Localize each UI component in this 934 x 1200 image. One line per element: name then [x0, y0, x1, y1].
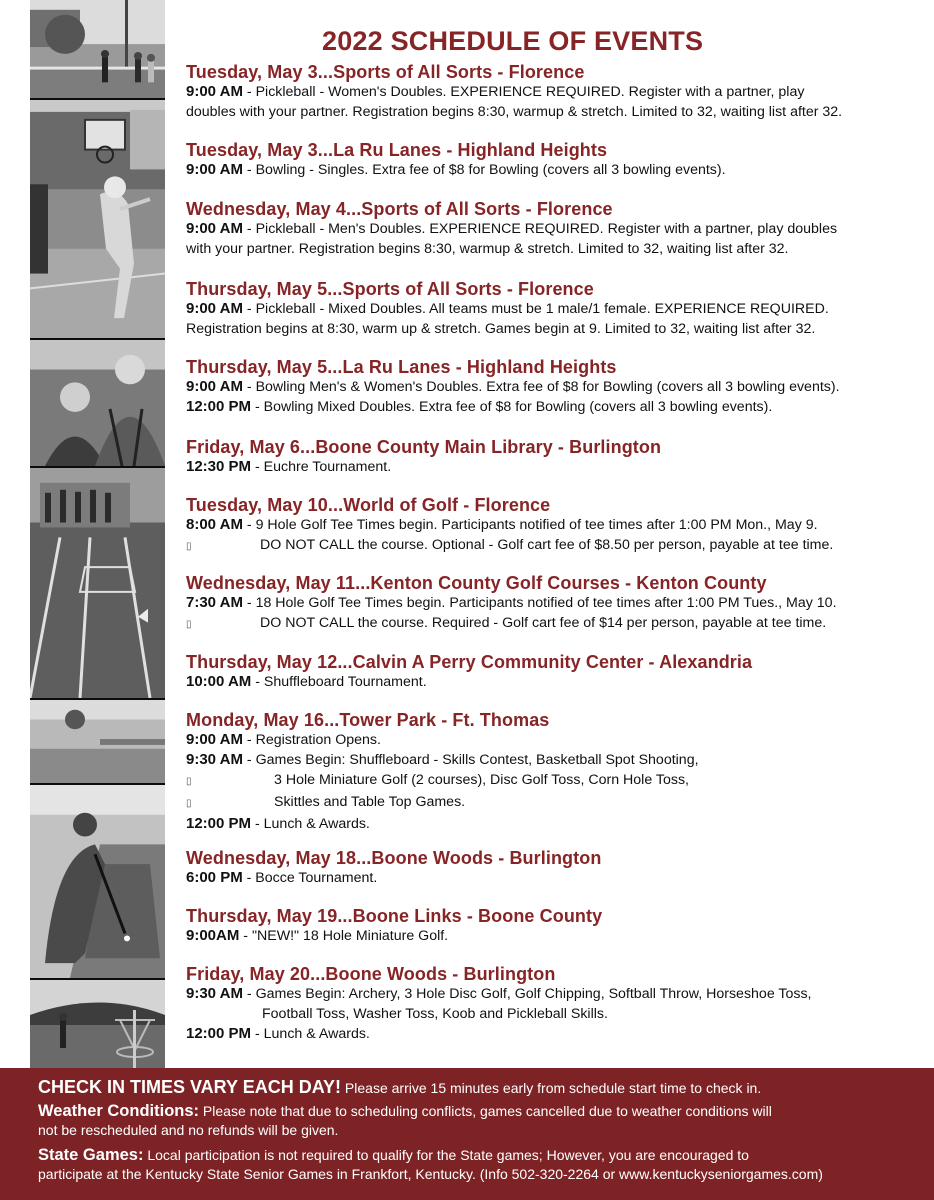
- outdoor-pickleball-photo: [30, 0, 165, 100]
- event-time: 9:00AM: [186, 927, 240, 944]
- mini-golf-photo: [30, 785, 165, 980]
- event-text: - Shuffleboard Tournament.: [251, 674, 427, 690]
- state-label: State Games:: [38, 1146, 144, 1164]
- info-footer: [0, 1068, 934, 1200]
- state-text: Local participation is not required to qualify for the State games; However, you are encouraged to: [143, 1147, 749, 1163]
- event-text: - Bowling - Singles. Extra fee of $8 for Bowling (covers all 3 bowling events).: [242, 162, 726, 178]
- event-heading: Wednesday, May 11...Kenton County Golf Courses - Kenton County: [186, 573, 767, 593]
- gym-basketball-photo: [30, 100, 165, 340]
- event-heading: Tuesday, May 10...World of Golf - Florence: [186, 495, 551, 515]
- checkin-notice: [38, 1078, 896, 1098]
- event-line: [186, 82, 931, 102]
- event-text: DO NOT CALL the course. Required - Golf cart fee of $14 per person, payable at tee time.: [260, 615, 827, 631]
- event-time: 6:00 PM: [186, 869, 243, 886]
- event-text: - Bowling Mixed Doubles. Extra fee of $8 for Bowling (covers all 3 bowling events).: [251, 399, 773, 415]
- event-line: [186, 814, 931, 834]
- event-time: 9:30 AM: [186, 985, 243, 1002]
- event-text: Skittles and Table Top Games.: [274, 794, 466, 810]
- event-text: Registration begins at 8:30, warm up & stretch. Games begin at 9. Limited to 32, waiting list after 32.: [186, 321, 816, 337]
- event-item: [186, 140, 931, 180]
- event-time: 12:00 PM: [186, 398, 252, 415]
- event-heading: Thursday, May 5...La Ru Lanes - Highland Heights: [186, 357, 617, 377]
- event-heading: Wednesday, May 4...Sports of All Sorts - Florence: [186, 199, 613, 219]
- event-time: 12:00 PM: [186, 1025, 252, 1042]
- event-item: [186, 652, 931, 692]
- event-text: DO NOT CALL the course. Optional - Golf cart fee of $8.50 per person, payable at tee time.: [260, 537, 834, 553]
- event-item: [186, 437, 931, 477]
- state-text: participate at the Kentucky State Senior Games in Frankfort, Kentucky. (Info 502-320-2264 or www.kentuckyseniorgames.com): [38, 1166, 823, 1182]
- event-text: - Pickleball - Men's Doubles. EXPERIENCE REQUIRED. Register with a partner, play doubles: [242, 221, 838, 237]
- weather-label: Weather Conditions:: [38, 1102, 200, 1120]
- event-heading: Tuesday, May 3...Sports of All Sorts - Florence: [186, 62, 585, 82]
- event-text: - Registration Opens.: [242, 732, 381, 748]
- event-item: [186, 357, 931, 417]
- event-heading: Thursday, May 12...Calvin A Perry Community Center - Alexandria: [186, 652, 753, 672]
- event-item: [186, 710, 931, 834]
- event-line: [186, 535, 931, 557]
- event-time: 9:00 AM: [186, 161, 243, 178]
- event-line: [186, 672, 931, 692]
- bullet-placeholder-icon: ▯: [186, 798, 192, 809]
- weather-text: not be rescheduled and no refunds will be given.: [38, 1122, 339, 1138]
- event-line: [186, 299, 931, 319]
- table-game-photo: [30, 700, 165, 785]
- event-time: 9:00 AM: [186, 731, 243, 748]
- weather-notice-cont: [38, 1121, 896, 1140]
- event-time: 9:30 AM: [186, 751, 243, 768]
- event-line: [186, 319, 931, 339]
- event-time: 12:30 PM: [186, 458, 252, 475]
- photo-strip: [30, 0, 165, 1068]
- event-time: 9:00 AM: [186, 220, 243, 237]
- bullet-placeholder-icon: ▯: [186, 619, 192, 630]
- event-line: [186, 613, 931, 635]
- event-line: [186, 770, 931, 792]
- event-line: [186, 160, 931, 180]
- two-women-photo: [30, 340, 165, 468]
- page-title: 2022 SCHEDULE OF EVENTS: [322, 26, 704, 56]
- event-line: [186, 984, 931, 1004]
- event-item: [186, 906, 931, 946]
- event-heading: Thursday, May 5...Sports of All Sorts - Florence: [186, 279, 594, 299]
- event-heading: Tuesday, May 3...La Ru Lanes - Highland Heights: [186, 140, 608, 160]
- event-line: [186, 377, 931, 397]
- event-text: - Games Begin: Shuffleboard - Skills Contest, Basketball Spot Shooting,: [242, 752, 699, 768]
- event-line: [186, 515, 931, 535]
- event-heading: Friday, May 20...Boone Woods - Burlington: [186, 964, 556, 984]
- event-text: - Pickleball - Mixed Doubles. All teams must be 1 male/1 female. EXPERIENCE REQUIRED.: [242, 301, 829, 317]
- bullet-placeholder-icon: ▯: [186, 776, 192, 787]
- event-heading: Thursday, May 19...Boone Links - Boone County: [186, 906, 603, 926]
- weather-notice: [38, 1102, 896, 1121]
- event-text: 3 Hole Miniature Golf (2 courses), Disc Golf Toss, Corn Hole Toss,: [274, 772, 690, 788]
- event-time: 9:00 AM: [186, 83, 243, 100]
- event-text: - 9 Hole Golf Tee Times begin. Participants notified of tee times after 1:00 PM Mon., May 9.: [242, 517, 818, 533]
- event-text: - Bocce Tournament.: [242, 870, 378, 886]
- event-line: [186, 926, 931, 946]
- event-line: [186, 868, 931, 888]
- event-time: 9:00 AM: [186, 300, 243, 317]
- shuffleboard-court-photo: [30, 468, 165, 700]
- event-text: - Lunch & Awards.: [251, 1026, 370, 1042]
- event-text: - Euchre Tournament.: [251, 459, 392, 475]
- event-text: - Lunch & Awards.: [251, 816, 370, 832]
- event-heading: Friday, May 6...Boone County Main Library - Burlington: [186, 437, 662, 457]
- event-heading: Monday, May 16...Tower Park - Ft. Thomas: [186, 710, 550, 730]
- event-text: with your partner. Registration begins 8:30, warmup & stretch. Limited to 32, waiting list after 32.: [186, 241, 789, 257]
- state-games-notice: [38, 1146, 896, 1165]
- event-line: [186, 1004, 931, 1024]
- event-text: Football Toss, Washer Toss, Koob and Pickleball Skills.: [262, 1006, 608, 1022]
- event-item: [186, 62, 931, 122]
- weather-text: Please note that due to scheduling conflicts, games cancelled due to weather conditions will: [199, 1103, 772, 1119]
- event-item: [186, 495, 931, 557]
- event-line: [186, 239, 931, 259]
- event-time: 12:00 PM: [186, 815, 252, 832]
- bullet-placeholder-icon: ▯: [186, 541, 192, 552]
- state-games-notice-cont: [38, 1165, 896, 1184]
- event-text: - Games Begin: Archery, 3 Hole Disc Golf, Golf Chipping, Softball Throw, Horseshoe Toss,: [242, 986, 812, 1002]
- event-line: [186, 792, 931, 814]
- event-text: - "NEW!" 18 Hole Miniature Golf.: [239, 928, 449, 944]
- event-item: [186, 573, 931, 635]
- event-line: [186, 1024, 931, 1044]
- event-line: [186, 219, 931, 239]
- event-time: 7:30 AM: [186, 594, 243, 611]
- event-text: doubles with your partner. Registration begins 8:30, warmup & stretch. Limited to 32, waiting list after 32.: [186, 104, 843, 120]
- event-line: [186, 750, 931, 770]
- event-item: [186, 279, 931, 339]
- event-text: - Pickleball - Women's Doubles. EXPERIENCE REQUIRED. Register with a partner, play: [242, 84, 805, 100]
- event-line: [186, 457, 931, 477]
- event-item: [186, 848, 931, 888]
- event-line: [186, 102, 931, 122]
- event-item: [186, 199, 931, 259]
- event-text: - 18 Hole Golf Tee Times begin. Participants notified of tee times after 1:00 PM Tues., May 10.: [242, 595, 837, 611]
- event-time: 8:00 AM: [186, 516, 243, 533]
- event-line: [186, 593, 931, 613]
- event-line: [186, 730, 931, 750]
- event-line: [186, 397, 931, 417]
- event-time: 9:00 AM: [186, 378, 243, 395]
- event-time: 10:00 AM: [186, 673, 252, 690]
- event-heading: Wednesday, May 18...Boone Woods - Burlington: [186, 848, 602, 868]
- event-text: - Bowling Men's & Women's Doubles. Extra fee of $8 for Bowling (covers all 3 bowling events).: [242, 379, 840, 395]
- checkin-label: CHECK IN TIMES VARY EACH DAY!: [38, 1077, 342, 1097]
- event-item: [186, 964, 931, 1044]
- disc-golf-photo: [30, 980, 165, 1068]
- checkin-text: Please arrive 15 minutes early from schedule start time to check in.: [341, 1080, 762, 1096]
